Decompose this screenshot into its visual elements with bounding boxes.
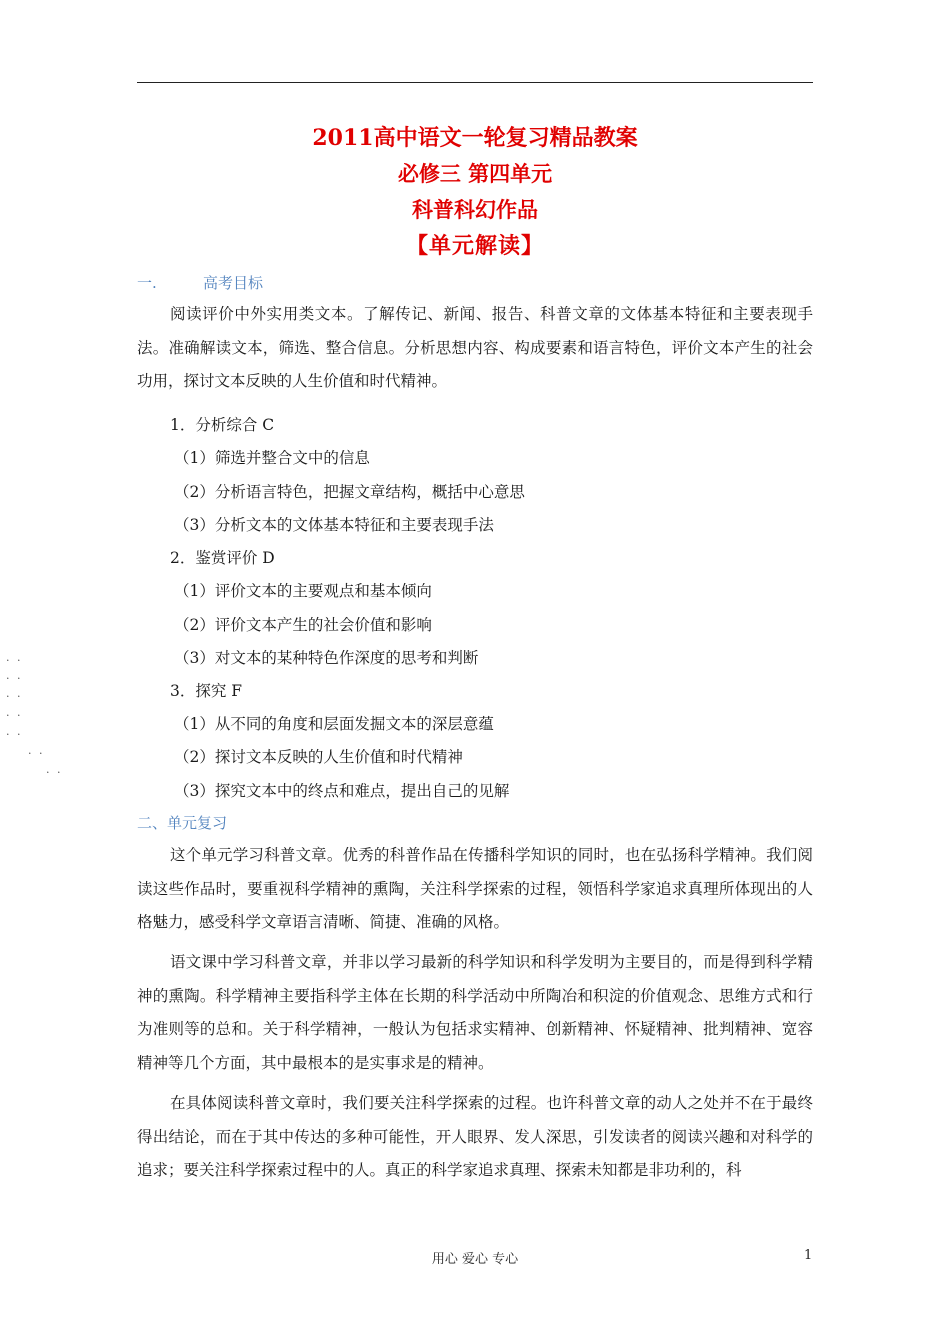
header-rule — [137, 82, 813, 83]
paragraph: 语文课中学习科普文章，并非以学习最新的科学知识和科学发明为主要目的，而是得到科学精神的熏陶。科学精神主要指科学主体在长期的科学活动中所陶冶和积淀的价值观念、思维方式和行为准则等的总和。关于科学精神，一般认为包括求实精神、创新精神、怀疑精神、批判精神、宽容精神等几个方面，其中最根本的是实事求是的精神。 — [137, 953, 813, 1072]
list-item: （3）分析文本的文体基本特征和主要表现手法 — [174, 516, 494, 534]
list-item: （3）对文本的某种特色作深度的思考和判断 — [174, 649, 479, 667]
list-item: （1）评价文本的主要观点和基本倾向 — [174, 582, 432, 600]
margin-dots: . . — [6, 725, 23, 738]
margin-dots: . . — [6, 651, 23, 664]
doc-title: 2011高中语文一轮复习精品教案 — [312, 125, 638, 151]
list-item: （2）评价文本产生的社会价值和影响 — [174, 616, 432, 634]
section-heading-2: 二、单元复习 — [137, 814, 228, 832]
list-item: （2）探讨文本反映的人生价值和时代精神 — [174, 748, 463, 766]
list-item: （3）探究文本中的终点和难点，提出自己的见解 — [174, 782, 510, 800]
list-item: （1）筛选并整合文中的信息 — [174, 449, 370, 467]
paragraph: 在具体阅读科普文章时，我们要关注科学探索的过程。也许科普文章的动人之处并不在于最终得出结论，而在于其中传达的多种可能性，开人眼界、发人深思，引发读者的阅读兴趣和对科学的追求；要关注科学探索过程中的人。真正的科学家追求真理、探索未知都是非功利的，科 — [137, 1094, 813, 1179]
margin-dots: . . — [46, 763, 63, 776]
section-label: 【单元解读】 — [405, 233, 544, 259]
margin-dots: . . — [28, 744, 45, 757]
margin-dots: . . — [6, 706, 23, 719]
page-number: 1 — [804, 1248, 813, 1263]
margin-dots: . . — [6, 687, 23, 700]
list-item: 2．鉴赏评价 D — [170, 549, 275, 567]
margin-dots: . . — [6, 669, 23, 682]
doc-subtitle-unit: 必修三 第四单元 — [397, 161, 553, 186]
doc-subtitle-topic: 科普科幻作品 — [412, 197, 538, 222]
footer-text: 用心 爱心 专心 — [431, 1252, 519, 1267]
list-item: （2）分析语言特色，把握文章结构，概括中心意思 — [174, 483, 525, 501]
list-item: （1）从不同的角度和层面发掘文本的深层意蕴 — [174, 715, 494, 733]
list-item: 1．分析综合 C — [170, 416, 275, 434]
paragraph: 这个单元学习科普文章。优秀的科普作品在传播科学知识的同时，也在弘扬科学精神。我们阅读这些作品时，要重视科学精神的熏陶，关注科学探索的过程，领悟科学家追求真理所体现出的人格魅力，感受科学文章语言清晰、简捷、准确的风格。 — [137, 846, 813, 931]
title-block — [137, 120, 813, 264]
list-item: 3．探究 F — [170, 682, 243, 700]
section-title: 高考目标 — [203, 274, 264, 292]
paragraph: 阅读评价中外实用类文本。了解传记、新闻、报告、科普文章的文体基本特征和主要表现手法。准确解读文本，筛选、整合信息。分析思想内容、构成要素和语言特色，评价文本产生的社会功用，探讨文本反映的人生价值和时代精神。 — [137, 305, 813, 390]
section-number: 一. — [137, 274, 157, 292]
section-heading-1 — [137, 272, 263, 293]
